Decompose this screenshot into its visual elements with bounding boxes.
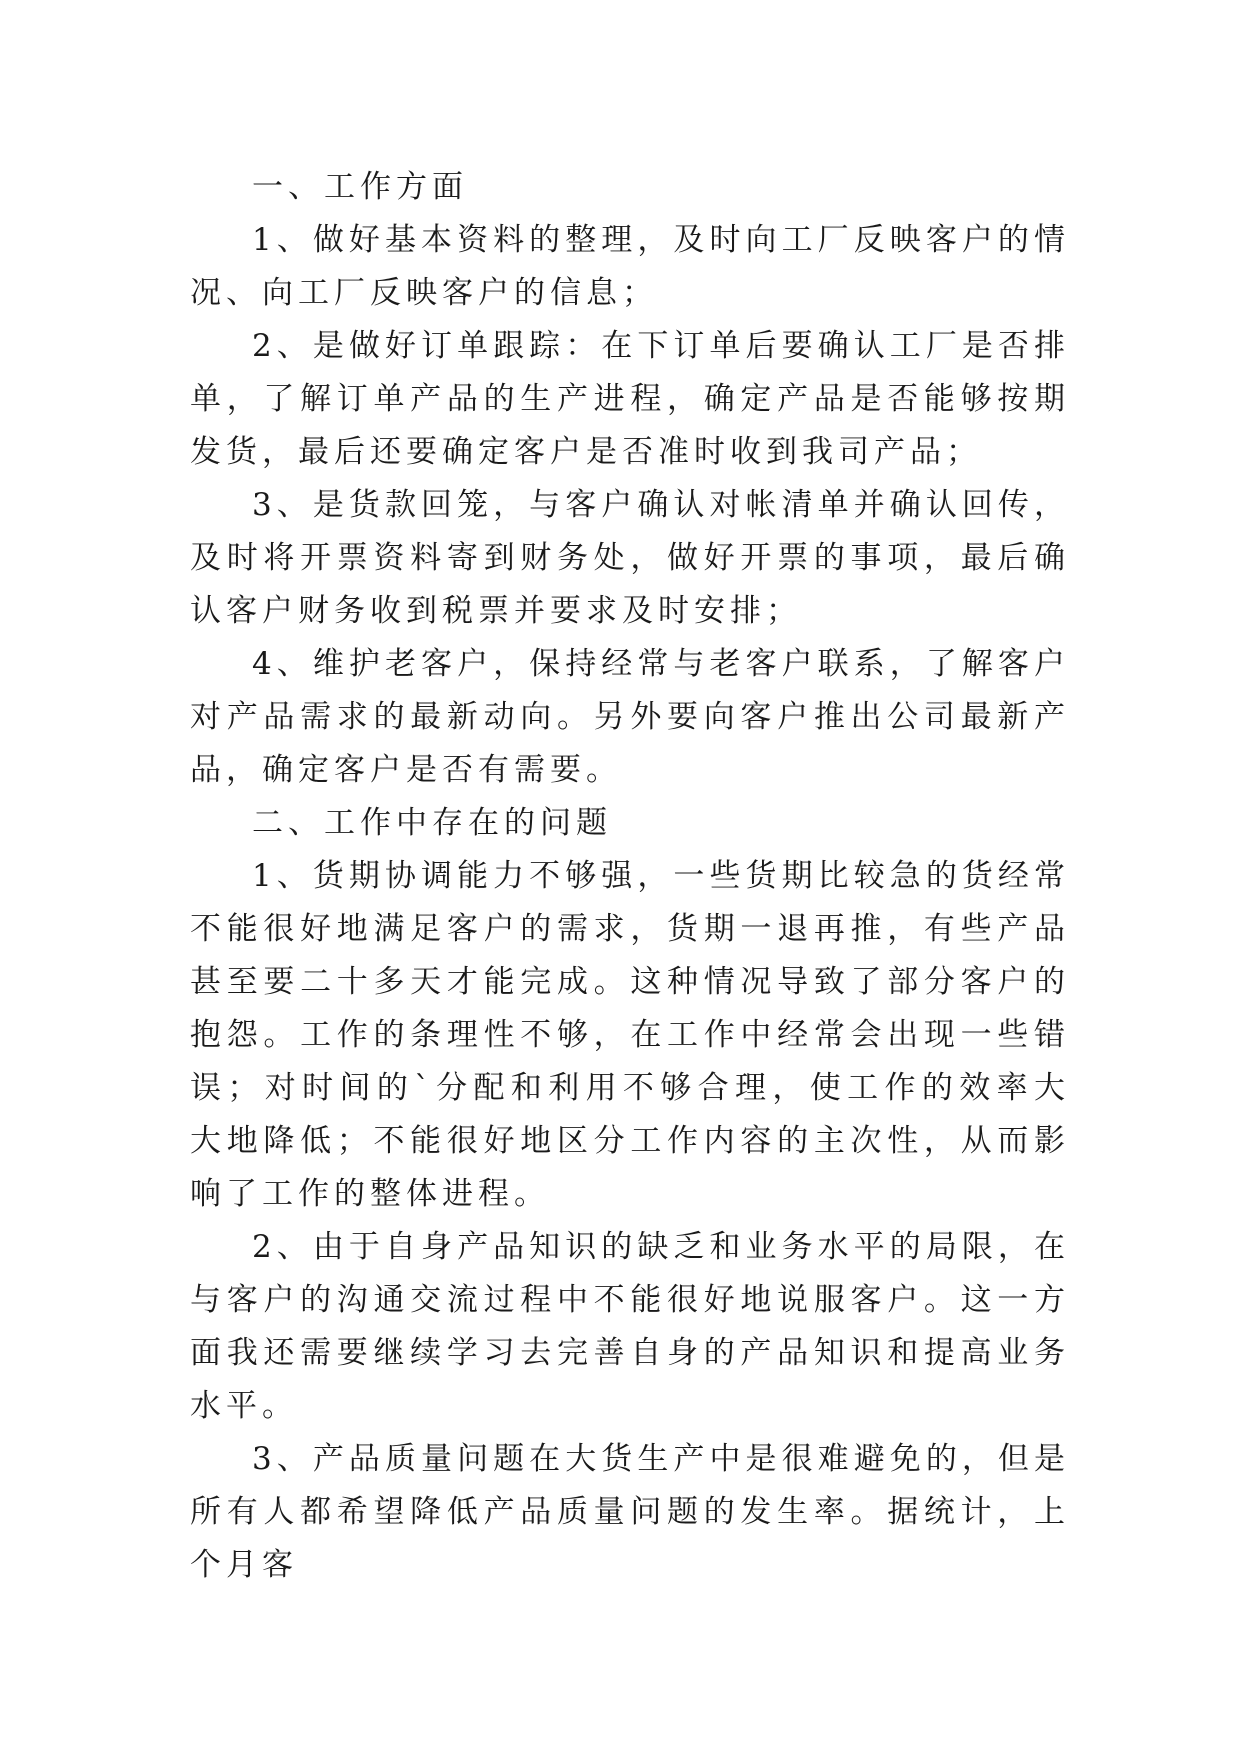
paragraph-item-2-order-tracking: 2、是做好订单跟踪：在下订单后要确认工厂是否排单，了解订单产品的生产进程，确定产品是否能够按期发货，最后还要确定客户是否准时收到我司产品； xyxy=(190,328,1070,470)
document-body xyxy=(190,161,1070,1592)
section-heading-problems: 二、工作中存在的问题 xyxy=(252,805,612,841)
paragraph-item-1-basic-data: 1、做好基本资料的整理，及时向工厂反映客户的情况、向工厂反映客户的信息； xyxy=(190,222,1070,311)
paragraph-item-3-payment-collection: 3、是货款回笼，与客户确认对帐清单并确认回传，及时将开票资料寄到财务处，做好开票的事项，最后确认客户财务收到税票并要求及时安排； xyxy=(190,487,1070,629)
paragraph-problem-3-quality: 3、产品质量问题在大货生产中是很难避免的，但是所有人都希望降低产品质量问题的发生率。据统计，上个月客 xyxy=(190,1441,1070,1583)
paragraph-item-4-maintain-customers: 4、维护老客户，保持经常与老客户联系，了解客户对产品需求的最新动向。另外要向客户推出公司最新产品，确定客户是否有需要。 xyxy=(190,646,1070,788)
section-heading-work-aspects: 一、工作方面 xyxy=(252,169,468,205)
paragraph-problem-1-delivery: 1、货期协调能力不够强，一些货期比较急的货经常不能很好地满足客户的需求，货期一退再推，有些产品甚至要二十多天才能完成。这种情况导致了部分客户的抱怨。工作的条理性不够，在工作中经常会出现一些错误；对时间的`分配和利用不够合理，使工作的效率大大地降低；不能很好地区分工作内容的主次性，从而影响了工作的整体进程。 xyxy=(190,858,1070,1212)
paragraph-problem-2-product-knowledge: 2、由于自身产品知识的缺乏和业务水平的局限，在与客户的沟通交流过程中不能很好地说服客户。这一方面我还需要继续学习去完善自身的产品知识和提高业务水平。 xyxy=(190,1229,1070,1424)
